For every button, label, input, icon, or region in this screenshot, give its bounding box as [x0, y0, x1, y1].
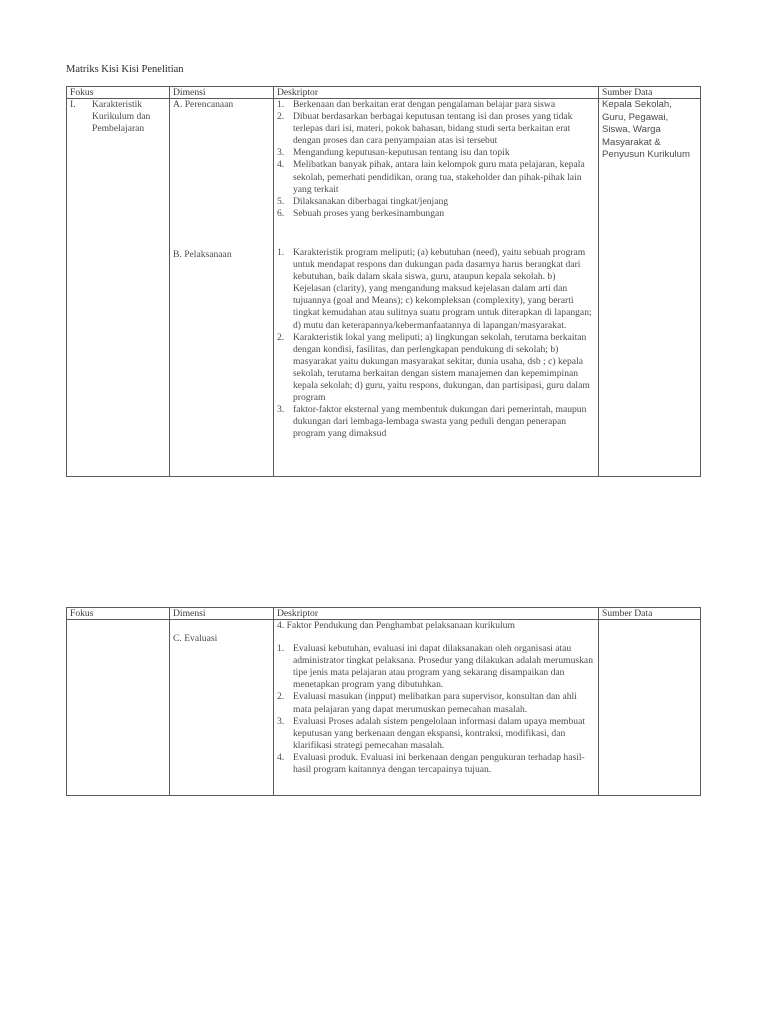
list-item: 3. faktor-faktor eksternal yang membentuk dukungan dari pemerintah, maupun dukungan dari lembaga-lembaga swasta yang peduli dengan penerapan program yang dimaksud	[277, 404, 587, 440]
header-fokus: Fokus	[67, 608, 170, 620]
fokus-number: I.	[70, 99, 76, 110]
table-row	[67, 620, 701, 796]
dimensi-pelaksanaan: B. Pelaksanaan	[173, 249, 232, 261]
header-fokus: Fokus	[67, 87, 170, 99]
header-row	[67, 87, 701, 99]
list-item: 1. Evaluasi kebutuhan, evaluasi ini dapat dilaksanakan oleh organisasi atau administrator tingkat pelaksana. Prosedur yang dilakukan adalah merumuskan tipe jenis mata pelajaran atau program yang sekarang disampaikan dan menetapkan program yang dibutuhkan.	[277, 643, 593, 691]
document-title: Matriks Kisi Kisi Penelitian	[66, 64, 184, 75]
pelaksanaan-list	[277, 247, 595, 441]
fokus-cell	[67, 620, 170, 796]
header-dimensi: Dimensi	[170, 608, 274, 620]
list-item: 2. Karakteristik lokal yang meliputi; a) lingkungan sekolah, terutama berkaitan dengan kondisi, fasilitas, dan perlengkapan pendukung di sekolah; b) masyarakat yaitu dukungan masyarakat sekitar, dunia usaha, dsb ; c) kepala sekolah, terutama berkaitan dengan sistem manajemen dan kepemimpinan kepala sekolah; d) guru, yaitu respons, dukungan, dan partisipasi, guru dalam program	[277, 331, 590, 404]
fokus-text: Karakteristik Kurikulum dan Pembelajaran	[92, 99, 151, 135]
header-sumber-data: Sumber Data	[599, 87, 701, 99]
list-item: 1. Berkenaan dan berkaitan erat dengan pengalaman belajar para siswa	[277, 99, 556, 110]
list-item: 3. Evaluasi Proses adalah sistem pengelolaan informasi dalam upaya membuat keputusan yang berkenaan dengan ekspansi, kontraksi, modifikasi, dan klarifikasi strategi pemecahan masalah.	[277, 715, 585, 751]
kisi-kisi-table-1	[66, 86, 701, 477]
list-item: 5. Dilaksanakan diberbagai tingkat/jenjang	[277, 195, 449, 207]
sumber-data-cell	[599, 620, 701, 796]
header-deskriptor: Deskriptor	[274, 608, 599, 620]
kisi-kisi-table-2	[66, 607, 701, 796]
list-item: 2. Dibuat berdasarkan berbagai keputusan tentang isi dan proses yang tidak terlepas dari isi, materi, pokok bahasan, bidang studi serta berkaitan erat dengan proses dan cara penyampaian atas isi tersebut	[277, 111, 573, 147]
deskriptor-cell	[274, 620, 599, 796]
header-deskriptor: Deskriptor	[274, 87, 599, 99]
deskriptor-cell	[274, 99, 599, 477]
evaluasi-list	[277, 643, 595, 776]
perencanaan-list	[277, 99, 595, 220]
sumber-data-cell	[599, 99, 701, 477]
deskriptor-heading: 4. Faktor Pendukung dan Penghambat pelaksanaan kurikulum	[277, 620, 515, 631]
list-item: 3. Mengandung keputusan-keputusan tentang isu dan topik	[277, 147, 510, 159]
fokus-cell	[67, 99, 170, 477]
header-row	[67, 608, 701, 620]
list-item: 4. Evaluasi produk. Evaluasi ini berkenaan dengan pengukuran terhadap hasil-hasil program kaitannya dengan tercapainya tujuan.	[277, 751, 585, 776]
dimensi-cell	[170, 99, 274, 477]
header-dimensi: Dimensi	[170, 87, 274, 99]
list-item: 6. Sebuah proses yang berkesinambungan	[277, 207, 445, 219]
dimensi-evaluasi: C. Evaluasi	[173, 633, 218, 644]
list-item: 1. Karakteristik program meliputi; (a) kebutuhan (need), yaitu sebuah program untuk mendapat respons dan dukungan pada dasarnya harus berangkat dari kebutuhan, baik dalam skala siswa, guru, ataupun kepala sekolah. b) Kejelasan (clarity), yang mengandung maksud kejelasan dalam arti dan tujuannya (goal and Means); c) kekompleksan (complexity), yang berarti tingkat kemudahan atau sulitnya suatu program untuk diterapkan di lapangan; d) mutu dan keterapannya/kebermanfaatannya di lapangan/masyarakat.	[277, 246, 592, 331]
dimensi-cell	[170, 620, 274, 796]
header-sumber-data: Sumber Data	[599, 608, 701, 620]
dimensi-perencanaan: A. Perencanaan	[173, 99, 234, 110]
table-row	[67, 99, 701, 477]
list-item: 4. Melibatkan banyak pihak, antara lain kelompok guru mata pelajaran, kepala sekolah, pemerhati pendidikan, orang tua, stakeholder dan pihak-pihak lain yang terkait	[277, 159, 585, 195]
list-item: 2. Evaluasi masukan (inpput) melibatkan para supervisor, konsultan dan ahli mata pelajaran yang dapat merumuskan pemecahan masalah.	[277, 691, 577, 715]
sumber-data-text: Kepala Sekolah, Guru, Pegawai, Siswa, Warga Masyarakat & Penyusun Kurikulum	[602, 99, 690, 160]
